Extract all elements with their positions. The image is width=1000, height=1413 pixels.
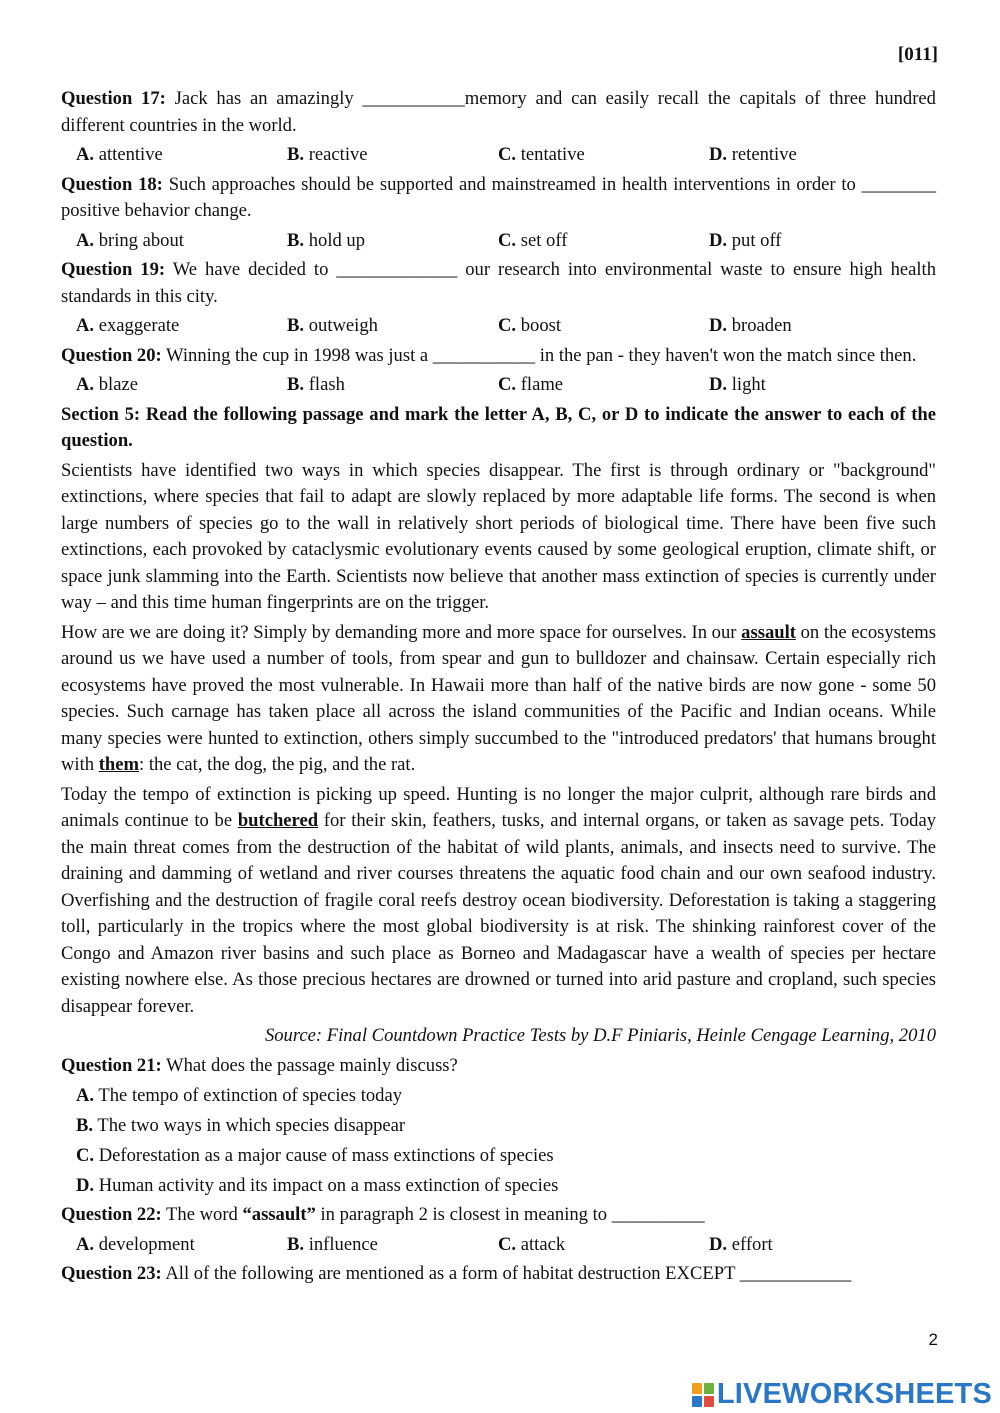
question-19-options — [76, 313, 936, 340]
option-d[interactable]: D. put off — [709, 229, 782, 251]
keyword-assault: assault — [741, 621, 796, 643]
page-number: 2 — [928, 1330, 938, 1349]
option-a[interactable]: A. The tempo of extinction of species today — [76, 1085, 403, 1106]
option-b[interactable]: B. reactive — [287, 144, 368, 165]
option-d[interactable]: D. light — [709, 374, 766, 395]
question-text: We have decided to _____________ our research into environmental waste to ensure high health standards in this city. — [61, 259, 937, 307]
question-label: Question 17: — [61, 88, 166, 109]
option-d[interactable]: D. Human activity and its impact on a mass extinction of species — [76, 1175, 559, 1196]
option-a[interactable]: A. exaggerate — [76, 315, 180, 336]
question-text: All of the following are mentioned as a form of habitat destruction EXCEPT ____________ — [165, 1263, 852, 1284]
option-a[interactable]: A. development — [76, 1233, 195, 1255]
question-22: Question 22: The word “assault” in paragraph 2 is closest in meaning to __________ — [61, 1204, 705, 1225]
question-21 — [61, 1053, 936, 1080]
option-c[interactable]: C. Deforestation as a major cause of mass extinctions of species — [76, 1145, 554, 1166]
option-a[interactable]: A. blaze — [76, 374, 138, 395]
option-c[interactable]: C. set off — [498, 229, 568, 251]
keyword-them: them — [98, 754, 139, 775]
question-text: Such approaches should be supported and mainstreamed in health interventions in order to ________ positive behavior change. — [61, 173, 936, 221]
question-text: What does the passage mainly discuss? — [166, 1054, 458, 1076]
option-b[interactable]: B. flash — [287, 374, 345, 395]
keyword-butchered: butchered — [237, 810, 319, 831]
question-20 — [61, 343, 936, 370]
question-22-options — [76, 1232, 936, 1259]
question-label: Question 18: — [61, 173, 163, 195]
question-text: Winning the cup in 1998 was just a ___________ in the pan - they haven't won the match since then. — [166, 344, 917, 366]
passage-paragraph-3: Today the tempo of extinction is picking up speed. Hunting is no longer the major culprit, although rare birds and animals continue to be butchered for their skin, feathers, tusks, and internal organs, or taken as savage pets. Today the main threat comes from the destruction of the habitat of wild plants, animals, and insects need to survive. The draining and damming of wetland and river courses threatens the aquatic food chain and our own seafood industry. Overfishing and the destruction of fragile coral reefs destroy ocean biodiversity. Deforestation is taking a staggering toll, particularly in the tropics where the most global biodiversity is at risk. The shinking rainforest cover of the Congo and Amazon river basins and such place as Borneo and Madagascar have a wealth of species per hectare existing nowhere else. As those precious hectares are drowned or turned into arid pasture and cropland, such species disappear forever. — [61, 783, 936, 1017]
option-a[interactable]: A. attentive — [76, 144, 163, 165]
option-c[interactable]: C. attack — [498, 1233, 566, 1255]
option-b[interactable]: B. hold up — [287, 229, 366, 251]
passage-source: Source: Final Countdown Practice Tests by D.F Piniaris, Heinle Cengage Learning, 2010 — [264, 1025, 936, 1046]
question-label: Question 19: — [61, 259, 166, 280]
question-label: Question 22: — [61, 1204, 162, 1225]
passage-paragraph-1: Scientists have identified two ways in which species disappear. The first is through ordinary or "background" extinctions, where species that fail to adapt are slowly replaced by more adaptable life forms. The second is when large numbers of species go to the wall in relatively short periods of biological time. There have been five such extinctions, each provoked by cataclysmic evolutionary events caused by some geological eruption, climate shift, or space junk slamming into the Earth. Scientists now believe that another mass extinction of species is currently under way – and this time human fingerprints are on the trigger. — [61, 459, 936, 613]
worksheet-content — [61, 86, 936, 1291]
option-b[interactable]: B. The two ways in which species disappear — [76, 1115, 406, 1136]
liveworksheets-icon — [692, 1383, 714, 1407]
question-21-options — [61, 1082, 936, 1199]
passage-paragraph-2: How are we are doing it? Simply by demanding more and more space for ourselves. In our assault on the ecosystems around us we have used a number of tools, from spear and gun to bulldozer and chainsaw. Certain especially rich ecosystems have proved the most vulnerable. In Hawaii more than half of the native birds are now gone - some 50 species. Such carnage has taken place all across the island communities of the Pacific and Indian oceans. While many species were hunted to extinction, others simply succumbed to the "introduced predators' that humans brought with them: the cat, the dog, the pig, and the rat. — [61, 621, 936, 775]
keyword-quote: “assault” — [242, 1204, 316, 1225]
option-a[interactable]: A. bring about — [76, 229, 184, 251]
option-c[interactable]: C. boost — [498, 315, 562, 336]
option-c[interactable]: C. flame — [498, 374, 564, 395]
option-b[interactable]: B. influence — [287, 1233, 378, 1255]
option-c[interactable]: C. tentative — [498, 144, 585, 165]
option-d[interactable]: D. broaden — [709, 315, 792, 336]
page-code: [011] — [897, 44, 938, 65]
question-label: Question 23: — [61, 1263, 162, 1284]
question-18-options — [76, 228, 936, 255]
question-17-options — [76, 142, 936, 169]
section-5-heading: Section 5: Read the following passage and mark the letter A, B, C, or D to indicate the answer to each of the question. — [61, 403, 936, 451]
option-d[interactable]: D. effort — [709, 1233, 773, 1255]
question-17 — [61, 86, 936, 139]
liveworksheets-logo[interactable] — [692, 1378, 992, 1411]
question-19 — [61, 257, 936, 310]
question-18 — [61, 172, 936, 225]
question-label: Question 21: — [61, 1054, 162, 1076]
option-b[interactable]: B. outweigh — [287, 315, 378, 336]
option-d[interactable]: D. retentive — [709, 144, 797, 165]
question-20-options — [76, 372, 936, 399]
brand-name: LIVEWORKSHEETS — [716, 1378, 992, 1410]
question-text: Jack has an amazingly ___________memory and can easily recall the capitals of three hundred different countries in the world. — [61, 88, 936, 136]
question-label: Question 20: — [61, 344, 162, 366]
question-23 — [61, 1261, 936, 1288]
